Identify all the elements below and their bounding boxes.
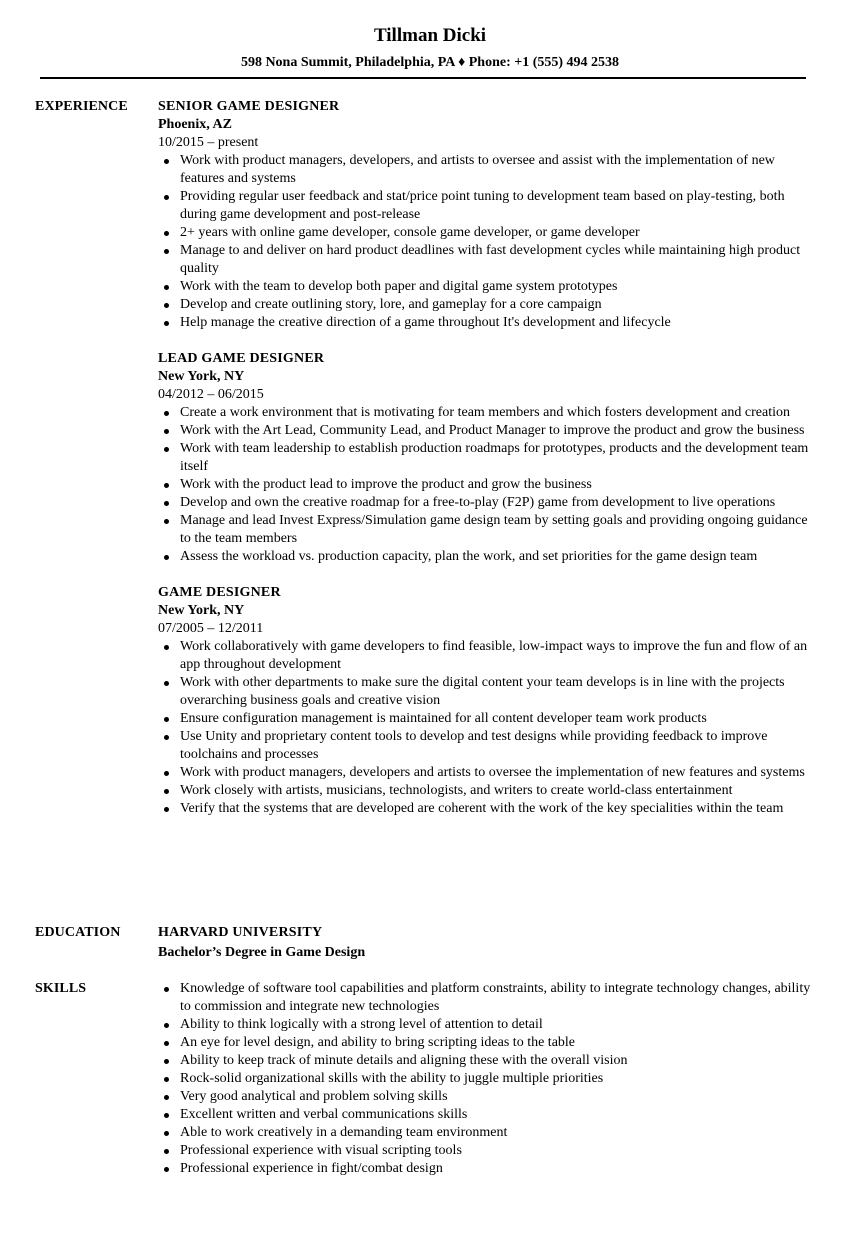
- degree: Bachelor’s Degree in Game Design: [158, 945, 366, 960]
- bullet-icon: [164, 231, 169, 236]
- bullet-icon: [164, 681, 169, 686]
- bullet-icon: [164, 1149, 169, 1154]
- bullet-icon: [164, 555, 169, 560]
- job-bullets: [158, 152, 818, 332]
- bullet-icon: [164, 789, 169, 794]
- bullet-icon: [164, 1059, 169, 1064]
- job-bullet: Providing regular user feedback and stat/price point tuning to development team based on play-testing, both during game development and post-release: [158, 188, 818, 224]
- bullet-icon: [164, 735, 169, 740]
- bullet-icon: [164, 1095, 169, 1100]
- job-location: New York, NY: [158, 603, 245, 618]
- job-entry: [158, 350, 818, 566]
- job-bullet: Assess the workload vs. production capacity, plan the work, and set priorities for the game design team: [158, 548, 818, 566]
- bullet-icon: [164, 159, 169, 164]
- experience-heading: EXPERIENCE: [35, 99, 128, 114]
- job-bullets: [158, 404, 818, 566]
- bullet-icon: [164, 1023, 169, 1028]
- job-title: SENIOR GAME DESIGNER: [158, 99, 340, 114]
- skill-item: Rock-solid organizational skills with the ability to juggle multiple priorities: [158, 1070, 818, 1088]
- bullet-icon: [164, 1041, 169, 1046]
- job-bullet: Help manage the creative direction of a game throughout It's development and lifecycle: [158, 314, 818, 332]
- header-divider: [40, 77, 806, 79]
- job-bullet: Work collaboratively with game developers to find feasible, low-impact ways to improve the fun and flow of an app throughout development: [158, 638, 818, 674]
- job-bullet: 2+ years with online game developer, console game developer, or game developer: [158, 224, 818, 242]
- bullet-icon: [164, 501, 169, 506]
- school-name: HARVARD UNIVERSITY: [158, 925, 323, 940]
- job-title: LEAD GAME DESIGNER: [158, 351, 325, 366]
- skills-list: [158, 980, 818, 1178]
- skill-item: An eye for level design, and ability to bring scripting ideas to the table: [158, 1034, 818, 1052]
- bullet-icon: [164, 519, 169, 524]
- contact-line: 598 Nona Summit, Philadelphia, PA ♦ Phone: +1 (555) 494 2538: [240, 55, 620, 70]
- bullet-icon: [164, 1113, 169, 1118]
- skill-item: Knowledge of software tool capabilities and platform constraints, ability to integrate technology changes, ability to commission and integrate new technologies: [158, 980, 818, 1016]
- bullet-icon: [164, 285, 169, 290]
- bullet-icon: [164, 771, 169, 776]
- job-dates: 10/2015 – present: [158, 135, 259, 150]
- job-bullet: Ensure configuration management is maintained for all content developer team work products: [158, 710, 818, 728]
- job-bullet: Work with the Art Lead, Community Lead, and Product Manager to improve the product and grow the business: [158, 422, 818, 440]
- job-bullet: Develop and create outlining story, lore, and gameplay for a core campaign: [158, 296, 818, 314]
- job-location: New York, NY: [158, 369, 245, 384]
- job-bullet: Verify that the systems that are developed are coherent with the work of the key specialities within the team: [158, 800, 818, 818]
- job-dates: 07/2005 – 12/2011: [158, 621, 264, 636]
- job-bullets: [158, 638, 818, 818]
- skill-item: Ability to think logically with a strong level of attention to detail: [158, 1016, 818, 1034]
- bullet-icon: [164, 249, 169, 254]
- bullet-icon: [164, 483, 169, 488]
- bullet-icon: [164, 645, 169, 650]
- job-bullet: Work with team leadership to establish production roadmaps for prototypes, products and the development team itself: [158, 440, 818, 476]
- job-bullet: Work with the team to develop both paper and digital game system prototypes: [158, 278, 818, 296]
- bullet-icon: [164, 429, 169, 434]
- skill-item: Able to work creatively in a demanding team environment: [158, 1124, 818, 1142]
- job-entry: [158, 584, 818, 818]
- bullet-icon: [164, 195, 169, 200]
- skill-item: Professional experience in fight/combat design: [158, 1160, 818, 1178]
- job-entry: [158, 98, 818, 332]
- education-body: [158, 924, 818, 962]
- education-heading: EDUCATION: [35, 925, 121, 940]
- skill-item: Professional experience with visual scripting tools: [158, 1142, 818, 1160]
- resume-header: [0, 24, 860, 72]
- skill-item: Excellent written and verbal communications skills: [158, 1106, 818, 1124]
- skill-item: Very good analytical and problem solving skills: [158, 1088, 818, 1106]
- job-dates: 04/2012 – 06/2015: [158, 387, 264, 402]
- bullet-icon: [164, 1077, 169, 1082]
- job-bullet: Create a work environment that is motivating for team members and which fosters development and creation: [158, 404, 818, 422]
- bullet-icon: [164, 447, 169, 452]
- job-bullet: Work with the product lead to improve the product and grow the business: [158, 476, 818, 494]
- job-bullet: Work with product managers, developers and artists to oversee the implementation of new features and systems: [158, 764, 818, 782]
- skill-item: Ability to keep track of minute details and aligning these with the overall vision: [158, 1052, 818, 1070]
- skills-body: [158, 980, 818, 1178]
- job-title: GAME DESIGNER: [158, 585, 281, 600]
- job-bullet: Manage to and deliver on hard product deadlines with fast development cycles while maintaining high product quality: [158, 242, 818, 278]
- job-bullet: Manage and lead Invest Express/Simulation game design team by setting goals and providing ongoing guidance to the team members: [158, 512, 818, 548]
- job-bullet: Work with product managers, developers, and artists to oversee and assist with the implementation of new features and systems: [158, 152, 818, 188]
- bullet-icon: [164, 1131, 169, 1136]
- bullet-icon: [164, 303, 169, 308]
- job-bullet: Develop and own the creative roadmap for a free-to-play (F2P) game from development to live operations: [158, 494, 818, 512]
- bullet-icon: [164, 987, 169, 992]
- bullet-icon: [164, 321, 169, 326]
- experience-body: [158, 98, 818, 836]
- job-location: Phoenix, AZ: [158, 117, 232, 132]
- job-bullet: Work closely with artists, musicians, technologists, and writers to create world-class entertainment: [158, 782, 818, 800]
- skills-heading: SKILLS: [35, 981, 87, 996]
- job-bullet: Use Unity and proprietary content tools to develop and test designs while providing feedback to improve toolchains and processes: [158, 728, 818, 764]
- bullet-icon: [164, 411, 169, 416]
- job-bullet: Work with other departments to make sure the digital content your team develops is in line with the projects overarching business goals and creative vision: [158, 674, 818, 710]
- bullet-icon: [164, 807, 169, 812]
- bullet-icon: [164, 1167, 169, 1172]
- bullet-icon: [164, 717, 169, 722]
- candidate-name: Tillman Dicki: [373, 25, 487, 46]
